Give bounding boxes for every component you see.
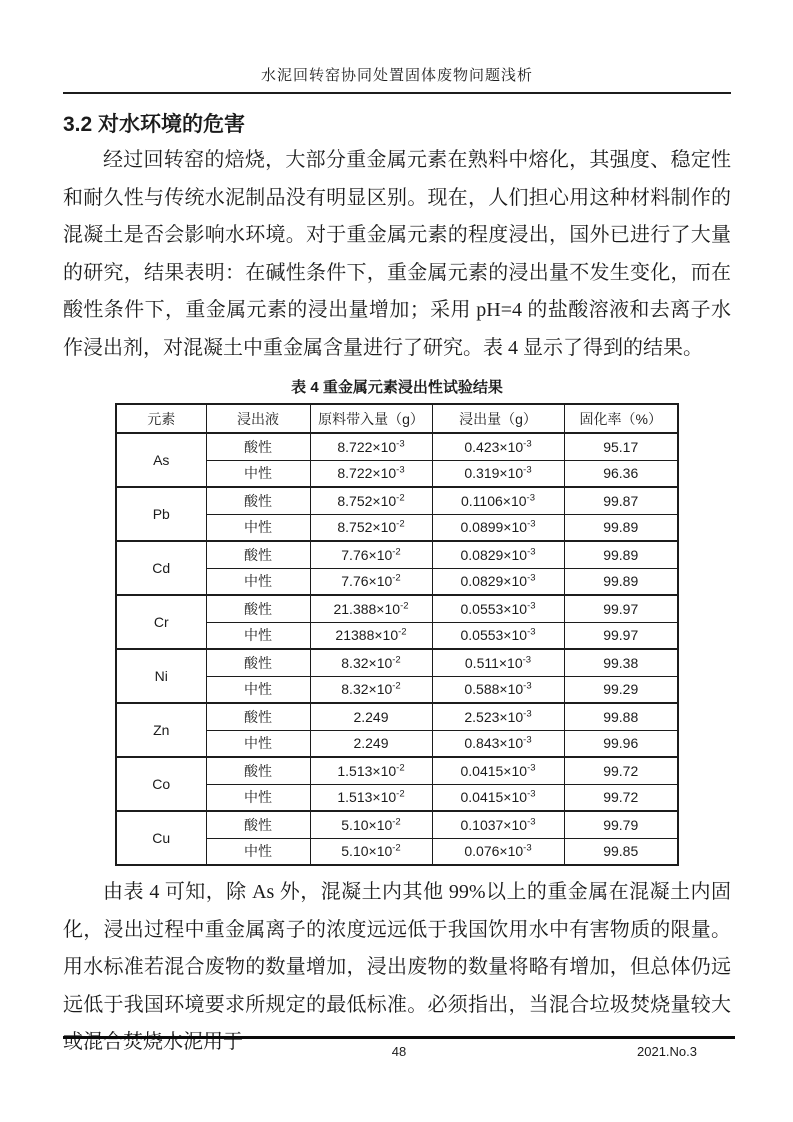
- column-header-rate: 固化率（%）: [564, 404, 678, 433]
- cell-rate: 99.97: [564, 622, 678, 649]
- value-mantissa: 0.843×10: [464, 735, 524, 752]
- value-exponent: -3: [527, 572, 536, 584]
- value-exponent: -2: [400, 600, 409, 612]
- cell-leach: [432, 676, 564, 703]
- cell-leach: [432, 487, 564, 514]
- value-mantissa: 8.32×10: [341, 654, 393, 671]
- column-header-liquid: 浸出液: [206, 404, 310, 433]
- value-mantissa: 0.0829×10: [460, 573, 528, 590]
- value-mantissa: 8.752×10: [337, 492, 397, 509]
- cell-leach: [432, 649, 564, 676]
- cell-rate: 99.87: [564, 487, 678, 514]
- table-header-row: [116, 404, 678, 433]
- column-header-element: 元素: [116, 404, 206, 433]
- cell-intake: [310, 676, 432, 703]
- cell-rate: 99.88: [564, 703, 678, 730]
- table-row: [116, 649, 678, 676]
- body-paragraph-2: 由表 4 可知，除 As 外，混凝土内其他 99%以上的重金属在混凝土内固化，浸出过程中重金属离子的浓度远远低于我国饮用水中有害物质的限量。用水标准若混合废物的数量增加，浸出废物的数量将略有增加，但总体仍远远低于我国环境要求所规定的最低标准。必须指出，当混合垃圾焚烧量较大或混合焚烧水泥用于: [63, 881, 731, 1053]
- cell-leach: [432, 838, 564, 865]
- header-rule: [63, 92, 731, 94]
- value-mantissa: 5.10×10: [341, 843, 393, 860]
- value-exponent: -2: [398, 626, 407, 638]
- value-mantissa: 0.1037×10: [460, 816, 528, 833]
- section-heading: 3.2 对水环境的危害: [63, 113, 246, 136]
- value-mantissa: 0.0415×10: [460, 762, 528, 779]
- value-exponent: -2: [396, 518, 405, 530]
- cell-rate: 99.89: [564, 514, 678, 541]
- cell-intake: [310, 595, 432, 622]
- cell-element: Cd: [116, 541, 206, 595]
- cell-liquid: 酸性: [206, 649, 310, 676]
- cell-intake: [310, 703, 432, 730]
- cell-element: Zn: [116, 703, 206, 757]
- cell-rate: 99.89: [564, 541, 678, 568]
- value-exponent: -3: [523, 708, 532, 720]
- value-mantissa: 7.76×10: [341, 573, 393, 590]
- value-mantissa: 8.32×10: [341, 681, 393, 698]
- cell-rate: 99.96: [564, 730, 678, 757]
- cell-intake: [310, 838, 432, 865]
- value-mantissa: 7.76×10: [341, 546, 393, 563]
- value-mantissa: 0.0553×10: [460, 627, 528, 644]
- issue-number: 2021.No.3: [637, 1044, 697, 1059]
- cell-rate: 99.85: [564, 838, 678, 865]
- cell-element: As: [116, 433, 206, 487]
- value-mantissa: 2.249: [353, 708, 389, 725]
- value-mantissa: 0.0829×10: [460, 546, 528, 563]
- cell-liquid: 酸性: [206, 541, 310, 568]
- cell-intake: [310, 433, 432, 460]
- cell-liquid: 酸性: [206, 703, 310, 730]
- value-mantissa: 8.722×10: [337, 438, 397, 455]
- cell-rate: 99.72: [564, 757, 678, 784]
- cell-liquid: 中性: [206, 838, 310, 865]
- value-exponent: -2: [392, 816, 401, 828]
- table-title: 表 4 重金属元素浸出性试验结果: [291, 379, 503, 396]
- cell-intake: [310, 487, 432, 514]
- cell-rate: 99.97: [564, 595, 678, 622]
- cell-leach: [432, 703, 564, 730]
- value-mantissa: 0.319×10: [464, 465, 524, 482]
- cell-intake: [310, 649, 432, 676]
- cell-intake: [310, 811, 432, 838]
- value-mantissa: 1.513×10: [337, 789, 397, 806]
- value-mantissa: 0.0415×10: [460, 789, 528, 806]
- value-exponent: -3: [523, 438, 532, 450]
- table-row: [116, 811, 678, 838]
- cell-liquid: 中性: [206, 568, 310, 595]
- column-header-intake: 原料带入量（g）: [310, 404, 432, 433]
- cell-liquid: 中性: [206, 622, 310, 649]
- cell-intake: [310, 622, 432, 649]
- value-exponent: -2: [392, 842, 401, 854]
- cell-intake: [310, 541, 432, 568]
- value-mantissa: 0.1106×10: [461, 492, 527, 509]
- leaching-results-table: [115, 403, 679, 866]
- value-mantissa: 1.513×10: [337, 762, 397, 779]
- value-exponent: -2: [392, 654, 401, 666]
- value-mantissa: 0.423×10: [464, 438, 524, 455]
- cell-rate: 99.79: [564, 811, 678, 838]
- value-exponent: -2: [392, 572, 401, 584]
- page-footer: [63, 1036, 735, 1059]
- page-number: 48: [391, 1044, 407, 1059]
- column-header-leach: 浸出量（g）: [432, 404, 564, 433]
- cell-leach: [432, 568, 564, 595]
- cell-rate: 99.38: [564, 649, 678, 676]
- cell-intake: [310, 568, 432, 595]
- value-exponent: -3: [522, 654, 532, 666]
- value-exponent: -3: [523, 842, 532, 854]
- table-row: [116, 757, 678, 784]
- value-mantissa: 8.752×10: [337, 519, 397, 536]
- value-mantissa: 5.10×10: [341, 816, 393, 833]
- cell-leach: [432, 757, 564, 784]
- value-mantissa: 0.0899×10: [460, 519, 528, 536]
- cell-liquid: 酸性: [206, 811, 310, 838]
- cell-intake: [310, 460, 432, 487]
- cell-leach: [432, 541, 564, 568]
- body-paragraph-1: 经过回转窑的焙烧，大部分重金属元素在熟料中熔化，其强度、稳定性和耐久性与传统水泥制品没有明显区别。现在，人们担心用这种材料制作的混凝土是否会影响水环境。对于重金属元素的程度浸出，国外已进行了大量的研究，结果表明：在碱性条件下，重金属元素的浸出量不发生变化，而在酸性条件下，重金属元素的浸出量增加；采用 pH=4 的盐酸溶液和去离子水作浸出剂，对混凝土中重金属含量进行了研究。表 4 显示了得到的结果。: [63, 149, 731, 359]
- cell-element: Pb: [116, 487, 206, 541]
- table-row: [116, 595, 678, 622]
- value-exponent: -3: [527, 626, 536, 638]
- cell-intake: [310, 514, 432, 541]
- value-exponent: -3: [523, 680, 532, 692]
- cell-liquid: 酸性: [206, 433, 310, 460]
- value-exponent: -2: [396, 492, 405, 504]
- value-mantissa: 0.0553×10: [460, 600, 528, 617]
- cell-liquid: 中性: [206, 784, 310, 811]
- value-mantissa: 2.249: [353, 735, 389, 752]
- value-mantissa: 21.388×10: [333, 600, 401, 617]
- value-exponent: -3: [527, 762, 536, 774]
- value-exponent: -3: [523, 734, 532, 746]
- cell-liquid: 中性: [206, 676, 310, 703]
- value-exponent: -2: [392, 680, 401, 692]
- cell-rate: 96.36: [564, 460, 678, 487]
- value-exponent: -3: [527, 816, 536, 828]
- value-mantissa: 8.722×10: [337, 465, 397, 482]
- table-row: [116, 703, 678, 730]
- cell-leach: [432, 811, 564, 838]
- value-exponent: -3: [396, 438, 405, 450]
- cell-element: Cr: [116, 595, 206, 649]
- cell-element: Ni: [116, 649, 206, 703]
- cell-liquid: 中性: [206, 460, 310, 487]
- value-exponent: -3: [396, 464, 405, 476]
- value-exponent: -3: [527, 546, 536, 558]
- cell-liquid: 酸性: [206, 757, 310, 784]
- cell-liquid: 酸性: [206, 487, 310, 514]
- value-mantissa: 0.588×10: [464, 681, 524, 698]
- cell-leach: [432, 433, 564, 460]
- value-exponent: -3: [527, 788, 536, 800]
- cell-leach: [432, 460, 564, 487]
- cell-rate: 99.72: [564, 784, 678, 811]
- cell-liquid: 中性: [206, 514, 310, 541]
- value-mantissa: 0.076×10: [464, 843, 524, 860]
- cell-leach: [432, 730, 564, 757]
- value-exponent: -2: [392, 546, 401, 558]
- cell-leach: [432, 514, 564, 541]
- cell-intake: [310, 757, 432, 784]
- cell-element: Cu: [116, 811, 206, 865]
- table-row: [116, 433, 678, 460]
- value-mantissa: 2.523×10: [464, 708, 524, 725]
- cell-leach: [432, 595, 564, 622]
- cell-rate: 99.29: [564, 676, 678, 703]
- value-exponent: -3: [526, 492, 535, 504]
- value-mantissa: 0.511×10: [464, 654, 523, 671]
- cell-element: Co: [116, 757, 206, 811]
- value-mantissa: 21388×10: [335, 627, 399, 644]
- running-header-title: 水泥回转窑协同处置固体废物问题浅析: [260, 68, 533, 84]
- cell-intake: [310, 784, 432, 811]
- value-exponent: -3: [523, 464, 532, 476]
- cell-leach: [432, 622, 564, 649]
- value-exponent: -3: [527, 600, 536, 612]
- value-exponent: -3: [527, 518, 536, 530]
- value-exponent: -2: [396, 788, 405, 800]
- cell-liquid: 中性: [206, 730, 310, 757]
- table-row: [116, 487, 678, 514]
- table-row: [116, 541, 678, 568]
- cell-rate: 99.89: [564, 568, 678, 595]
- cell-liquid: 酸性: [206, 595, 310, 622]
- cell-rate: 95.17: [564, 433, 678, 460]
- cell-leach: [432, 784, 564, 811]
- cell-intake: [310, 730, 432, 757]
- value-exponent: -2: [396, 762, 405, 774]
